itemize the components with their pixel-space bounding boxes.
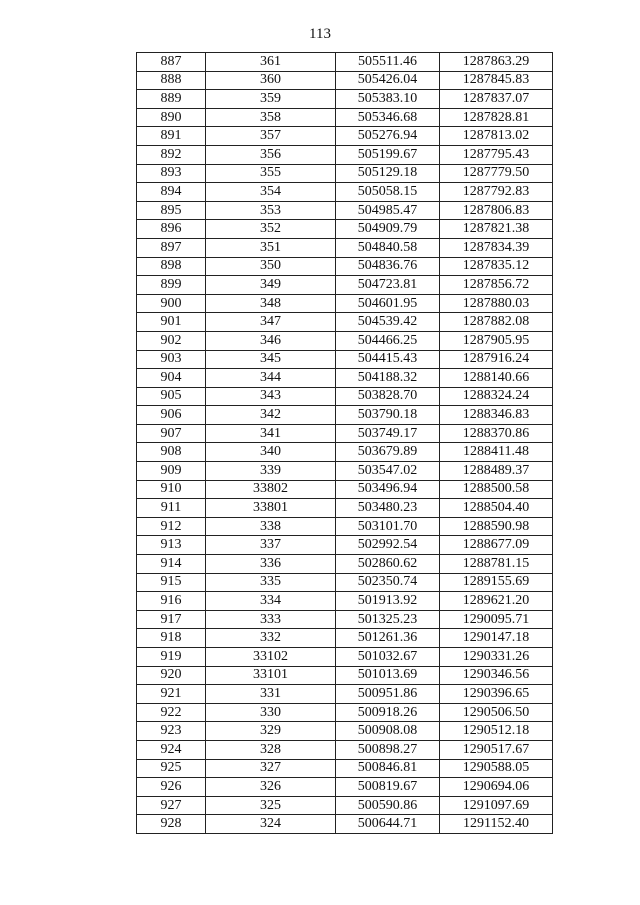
table-row [137,350,553,369]
y-coordinate-cell: 1287813.02 [440,127,553,146]
point-number-cell: 333 [206,610,336,629]
point-number-cell: 355 [206,164,336,183]
table-row [137,108,553,127]
table-row [137,257,553,276]
row-index-cell: 924 [137,740,206,759]
table-row [137,610,553,629]
point-number-cell: 342 [206,406,336,425]
row-index-cell: 917 [137,610,206,629]
point-number-cell: 331 [206,685,336,704]
point-number-cell: 348 [206,294,336,313]
point-number-cell: 33102 [206,648,336,667]
table-row [137,592,553,611]
row-index-cell: 899 [137,276,206,295]
table-row [137,499,553,518]
x-coordinate-cell: 500918.26 [336,703,440,722]
point-number-cell: 33801 [206,499,336,518]
x-coordinate-cell: 504723.81 [336,276,440,295]
point-number-cell: 336 [206,555,336,574]
point-number-cell: 341 [206,424,336,443]
x-coordinate-cell: 504466.25 [336,331,440,350]
row-index-cell: 894 [137,183,206,202]
row-index-cell: 898 [137,257,206,276]
row-index-cell: 887 [137,53,206,72]
y-coordinate-cell: 1290095.71 [440,610,553,629]
y-coordinate-cell: 1288324.24 [440,387,553,406]
table-row [137,685,553,704]
table-row [137,331,553,350]
y-coordinate-cell: 1287835.12 [440,257,553,276]
table-row [137,424,553,443]
x-coordinate-cell: 503547.02 [336,462,440,481]
row-index-cell: 900 [137,294,206,313]
y-coordinate-cell: 1287821.38 [440,220,553,239]
point-number-cell: 343 [206,387,336,406]
x-coordinate-cell: 504188.32 [336,369,440,388]
table-row [137,796,553,815]
point-number-cell: 337 [206,536,336,555]
y-coordinate-cell: 1290517.67 [440,740,553,759]
y-coordinate-cell: 1288781.15 [440,555,553,574]
table-row [137,480,553,499]
x-coordinate-cell: 503101.70 [336,517,440,536]
x-coordinate-cell: 502992.54 [336,536,440,555]
x-coordinate-cell: 500590.86 [336,796,440,815]
table-row [137,406,553,425]
table-row [137,815,553,834]
table-row [137,183,553,202]
y-coordinate-cell: 1287905.95 [440,331,553,350]
table-row [137,276,553,295]
y-coordinate-cell: 1288500.58 [440,480,553,499]
row-index-cell: 908 [137,443,206,462]
row-index-cell: 903 [137,350,206,369]
table-row [137,127,553,146]
table-row [137,759,553,778]
x-coordinate-cell: 503790.18 [336,406,440,425]
y-coordinate-cell: 1288504.40 [440,499,553,518]
x-coordinate-cell: 504539.42 [336,313,440,332]
y-coordinate-cell: 1289621.20 [440,592,553,611]
x-coordinate-cell: 505346.68 [336,108,440,127]
table-row [137,238,553,257]
row-index-cell: 916 [137,592,206,611]
row-index-cell: 892 [137,145,206,164]
y-coordinate-cell: 1288489.37 [440,462,553,481]
point-number-cell: 359 [206,90,336,109]
table-row [137,703,553,722]
x-coordinate-cell: 500846.81 [336,759,440,778]
table-row [137,629,553,648]
x-coordinate-cell: 501261.36 [336,629,440,648]
table-row [137,294,553,313]
y-coordinate-cell: 1290512.18 [440,722,553,741]
x-coordinate-cell: 505383.10 [336,90,440,109]
point-number-cell: 357 [206,127,336,146]
x-coordinate-cell: 504985.47 [336,201,440,220]
y-coordinate-cell: 1287779.50 [440,164,553,183]
y-coordinate-cell: 1290588.05 [440,759,553,778]
point-number-cell: 324 [206,815,336,834]
point-number-cell: 339 [206,462,336,481]
point-number-cell: 350 [206,257,336,276]
row-index-cell: 912 [137,517,206,536]
x-coordinate-cell: 500898.27 [336,740,440,759]
page-number: 113 [309,26,331,42]
row-index-cell: 910 [137,480,206,499]
y-coordinate-cell: 1287845.83 [440,71,553,90]
table-row [137,443,553,462]
x-coordinate-cell: 505426.04 [336,71,440,90]
point-number-cell: 325 [206,796,336,815]
y-coordinate-cell: 1287792.83 [440,183,553,202]
row-index-cell: 907 [137,424,206,443]
point-number-cell: 351 [206,238,336,257]
coordinates-table [136,52,553,834]
row-index-cell: 905 [137,387,206,406]
x-coordinate-cell: 501913.92 [336,592,440,611]
point-number-cell: 347 [206,313,336,332]
point-number-cell: 356 [206,145,336,164]
point-number-cell: 334 [206,592,336,611]
table-row [137,555,553,574]
y-coordinate-cell: 1287828.81 [440,108,553,127]
x-coordinate-cell: 505511.46 [336,53,440,72]
row-index-cell: 901 [137,313,206,332]
point-number-cell: 332 [206,629,336,648]
x-coordinate-cell: 503496.94 [336,480,440,499]
row-index-cell: 923 [137,722,206,741]
table-row [137,648,553,667]
y-coordinate-cell: 1291097.69 [440,796,553,815]
y-coordinate-cell: 1287916.24 [440,350,553,369]
x-coordinate-cell: 500951.86 [336,685,440,704]
x-coordinate-cell: 504415.43 [336,350,440,369]
row-index-cell: 888 [137,71,206,90]
table-row [137,666,553,685]
point-number-cell: 327 [206,759,336,778]
row-index-cell: 920 [137,666,206,685]
row-index-cell: 896 [137,220,206,239]
x-coordinate-cell: 503480.23 [336,499,440,518]
row-index-cell: 927 [137,796,206,815]
y-coordinate-cell: 1287837.07 [440,90,553,109]
x-coordinate-cell: 500819.67 [336,778,440,797]
table-row [137,164,553,183]
point-number-cell: 349 [206,276,336,295]
x-coordinate-cell: 504909.79 [336,220,440,239]
y-coordinate-cell: 1287834.39 [440,238,553,257]
y-coordinate-cell: 1290346.56 [440,666,553,685]
table-row [137,536,553,555]
x-coordinate-cell: 501325.23 [336,610,440,629]
point-number-cell: 354 [206,183,336,202]
table-row [137,90,553,109]
y-coordinate-cell: 1288346.83 [440,406,553,425]
point-number-cell: 335 [206,573,336,592]
x-coordinate-cell: 505058.15 [336,183,440,202]
table-row [137,778,553,797]
row-index-cell: 895 [137,201,206,220]
point-number-cell: 346 [206,331,336,350]
y-coordinate-cell: 1287880.03 [440,294,553,313]
y-coordinate-cell: 1287806.83 [440,201,553,220]
table-row [137,53,553,72]
row-index-cell: 897 [137,238,206,257]
table-row [137,722,553,741]
row-index-cell: 889 [137,90,206,109]
y-coordinate-cell: 1288411.48 [440,443,553,462]
x-coordinate-cell: 503828.70 [336,387,440,406]
table-row [137,201,553,220]
table-row [137,573,553,592]
row-index-cell: 902 [137,331,206,350]
table-row [137,740,553,759]
row-index-cell: 906 [137,406,206,425]
x-coordinate-cell: 500644.71 [336,815,440,834]
y-coordinate-cell: 1288140.66 [440,369,553,388]
x-coordinate-cell: 504840.58 [336,238,440,257]
x-coordinate-cell: 504836.76 [336,257,440,276]
x-coordinate-cell: 505199.67 [336,145,440,164]
table-body [137,53,553,834]
table-row [137,369,553,388]
y-coordinate-cell: 1287856.72 [440,276,553,295]
y-coordinate-cell: 1290147.18 [440,629,553,648]
row-index-cell: 926 [137,778,206,797]
row-index-cell: 890 [137,108,206,127]
row-index-cell: 914 [137,555,206,574]
table-row [137,313,553,332]
y-coordinate-cell: 1290396.65 [440,685,553,704]
point-number-cell: 344 [206,369,336,388]
x-coordinate-cell: 500908.08 [336,722,440,741]
point-number-cell: 345 [206,350,336,369]
row-index-cell: 893 [137,164,206,183]
y-coordinate-cell: 1290694.06 [440,778,553,797]
x-coordinate-cell: 504601.95 [336,294,440,313]
x-coordinate-cell: 501013.69 [336,666,440,685]
row-index-cell: 915 [137,573,206,592]
y-coordinate-cell: 1287795.43 [440,145,553,164]
point-number-cell: 326 [206,778,336,797]
row-index-cell: 922 [137,703,206,722]
row-index-cell: 909 [137,462,206,481]
table-row [137,387,553,406]
row-index-cell: 904 [137,369,206,388]
x-coordinate-cell: 505129.18 [336,164,440,183]
point-number-cell: 330 [206,703,336,722]
y-coordinate-cell: 1290331.26 [440,648,553,667]
y-coordinate-cell: 1289155.69 [440,573,553,592]
row-index-cell: 921 [137,685,206,704]
point-number-cell: 328 [206,740,336,759]
row-index-cell: 928 [137,815,206,834]
point-number-cell: 33101 [206,666,336,685]
row-index-cell: 918 [137,629,206,648]
table-row [137,220,553,239]
x-coordinate-cell: 505276.94 [336,127,440,146]
y-coordinate-cell: 1288677.09 [440,536,553,555]
y-coordinate-cell: 1290506.50 [440,703,553,722]
point-number-cell: 352 [206,220,336,239]
x-coordinate-cell: 502350.74 [336,573,440,592]
y-coordinate-cell: 1291152.40 [440,815,553,834]
y-coordinate-cell: 1288590.98 [440,517,553,536]
row-index-cell: 925 [137,759,206,778]
x-coordinate-cell: 503679.89 [336,443,440,462]
row-index-cell: 891 [137,127,206,146]
y-coordinate-cell: 1287863.29 [440,53,553,72]
row-index-cell: 913 [137,536,206,555]
x-coordinate-cell: 501032.67 [336,648,440,667]
row-index-cell: 919 [137,648,206,667]
point-number-cell: 340 [206,443,336,462]
table-row [137,462,553,481]
x-coordinate-cell: 503749.17 [336,424,440,443]
table-row [137,145,553,164]
point-number-cell: 33802 [206,480,336,499]
point-number-cell: 360 [206,71,336,90]
table-row [137,517,553,536]
row-index-cell: 911 [137,499,206,518]
table-row [137,71,553,90]
point-number-cell: 338 [206,517,336,536]
y-coordinate-cell: 1288370.86 [440,424,553,443]
point-number-cell: 358 [206,108,336,127]
point-number-cell: 329 [206,722,336,741]
point-number-cell: 361 [206,53,336,72]
y-coordinate-cell: 1287882.08 [440,313,553,332]
x-coordinate-cell: 502860.62 [336,555,440,574]
point-number-cell: 353 [206,201,336,220]
